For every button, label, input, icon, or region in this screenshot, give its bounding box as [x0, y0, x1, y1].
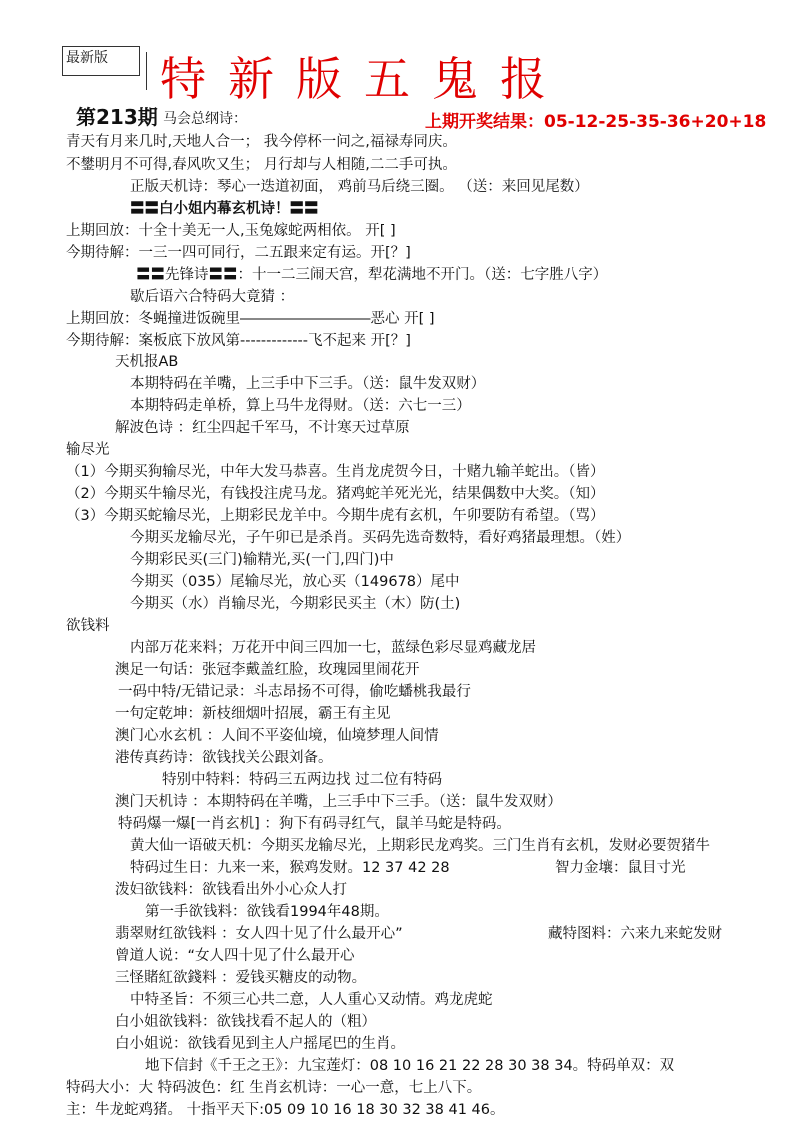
- text-line: 内部万花来料；万花开中间三四加一七，蓝绿色彩尽显鸡藏龙居: [130, 640, 536, 656]
- text-line: 澳门心水玄机 ：人间不平姿仙境，仙境梦理人间情: [115, 728, 439, 744]
- text-line: 特码大小：大 特码波色：红 生肖玄机诗：一心一意，七上八下。: [66, 1080, 482, 1096]
- page-title: 特新版五鬼报: [160, 52, 568, 106]
- text-line: 本期特码走单桥，算上马牛龙得财。（送：六七一三）: [130, 398, 471, 414]
- text-line: 泼妇欲钱料：欲钱看出外小心众人打: [115, 882, 347, 898]
- text-line: 天机报AB: [115, 354, 179, 370]
- divider: [146, 52, 147, 90]
- text-line: 白小姐欲钱料：欲钱找看不起人的（粗）: [115, 1014, 376, 1030]
- text-line: 智力金壤：鼠目寸光: [555, 860, 686, 876]
- issue-subtitle: 马会总纲诗：: [163, 111, 247, 127]
- text-line: 今期待解：一三一四可同行，二五跟来定有运。开[？]: [66, 245, 411, 261]
- text-line: 今期待解：案板底下放风第-------------飞不起来 开[？]: [66, 333, 411, 349]
- text-line: 特别中特料：特码三五两边找 过二位有特码: [162, 772, 443, 788]
- text-line: 三怪賭紅欲錢料 ：爱钱买糖皮的动物。: [115, 970, 367, 986]
- section-heading: 输尽光: [66, 442, 110, 458]
- text-line: 第一手欲钱料：欲钱看1994年48期。: [145, 904, 389, 920]
- text-line: （2）今期买牛输尽光，有钱投注虎马龙。猪鸡蛇羊死光光，结果偶数中大奖。（知）: [66, 486, 605, 502]
- text-line: 主：牛龙蛇鸡猪。 十指平天下:05 09 10 16 18 30 32 38 41 46。: [66, 1102, 505, 1118]
- text-line: 地下信封《千王之王》：九宝莲灯：08 10 16 21 22 28 30 38 34。特码单双：双: [145, 1058, 675, 1074]
- text-line: 特码爆一爆[一肖玄机] ：狗下有码寻红气，鼠羊马蛇是特码。: [118, 816, 511, 832]
- text-line: 上期回放：冬蝇撞进饭碗里―――――――――恶心 开[ ]: [66, 311, 435, 327]
- text-line: 特码过生日：九来一来，猴鸡发财。12 37 42 28: [130, 860, 450, 876]
- text-line: 澳门天机诗 ：本期特码在羊嘴，上三手中下三手。（送：鼠牛发双财）: [115, 794, 562, 810]
- text-line: 歇后语六合特码大竟猜 ：: [130, 289, 295, 305]
- text-line: 〓〓白小姐内幕玄机诗！〓〓: [130, 201, 319, 217]
- text-line: 今期彩民买(三门)输精光,买(一门,四门)中: [130, 552, 394, 568]
- text-line: 正版天机诗：琴心一迭道初面， 鸡前马后绕三圈。 （送：来回见尾数）: [130, 179, 589, 195]
- text-line: 黄大仙一语破天机：今期买龙输尽光，上期彩民龙鸡奖。三门生肖有玄机，发财必要贺猪牛: [130, 838, 710, 854]
- text-line: 青天有月来几时,天地人合一； 我今停杯一问之,福禄寿同庆。: [66, 134, 457, 150]
- text-line: 港传真药诗：欲钱找关公跟刘备。: [115, 750, 333, 766]
- text-line: 翡翠财红欲钱料 ：女人四十见了什么最开心”: [115, 926, 403, 942]
- text-line: 澳足一句话：张冠李戴盖红脸，玫瑰园里闹花开: [115, 662, 420, 678]
- text-line: 一码中特/无错记录：斗志昂扬不可得，偷吃蟠桃我最行: [118, 684, 471, 700]
- text-line: 〓〓先锋诗〓〓：十一二三闹天宫，犁花满地不开门。（送：七字胜八字）: [136, 267, 608, 283]
- text-line: 今期买（035）尾输尽光，放心买（149678）尾中: [130, 574, 460, 590]
- text-line: （3）今期买蛇输尽光，上期彩民龙羊中。今期牛虎有玄机，午卯要防有希望。（骂）: [66, 508, 605, 524]
- section-heading: 欲钱料: [66, 618, 110, 634]
- text-line: 一句定乾坤：新枝细烟叶招展，霸王有主见: [115, 706, 391, 722]
- text-line: 今期买（水）肖输尽光，今期彩民买主（木）防(土): [130, 596, 461, 612]
- text-line: 白小姐说：欲钱看见到主人户摇尾巴的生肖。: [115, 1036, 405, 1052]
- text-line: （1）今期买狗输尽光，中年大发马恭喜。生肖龙虎贺今日，十赌九输羊蛇出。（皆）: [66, 464, 605, 480]
- text-line: 上期回放：十全十美无一人,玉兔嫁蛇两相依。 开[ ]: [66, 223, 396, 239]
- edition-badge: 最新版: [62, 46, 140, 76]
- text-line: 解波色诗 ：红尘四起千军马，不计寒天过草原: [115, 420, 410, 436]
- text-line: 今期买龙输尽光，子午卯已是杀肖。买码先选奇数特，看好鸡猪最理想。（姓）: [130, 530, 631, 546]
- text-line: 曾道人说：“女人四十见了什么最开心: [115, 948, 355, 964]
- text-line: 中特圣旨：不须三心共二意，人人重心又动情。鸡龙虎蛇: [130, 992, 493, 1008]
- text-line: 不鐢明月不可得,春风吹又生； 月行却与人相随,二二手可执。: [66, 157, 457, 173]
- issue-number: 第213期: [76, 105, 158, 129]
- text-line: 本期特码在羊嘴，上三手中下三手。（送：鼠牛发双财）: [130, 376, 486, 392]
- last-draw-result: 上期开奖结果：05-12-25-35-36+20+18: [425, 112, 767, 132]
- text-line: 藏特图料：六来九来蛇发财: [548, 926, 722, 942]
